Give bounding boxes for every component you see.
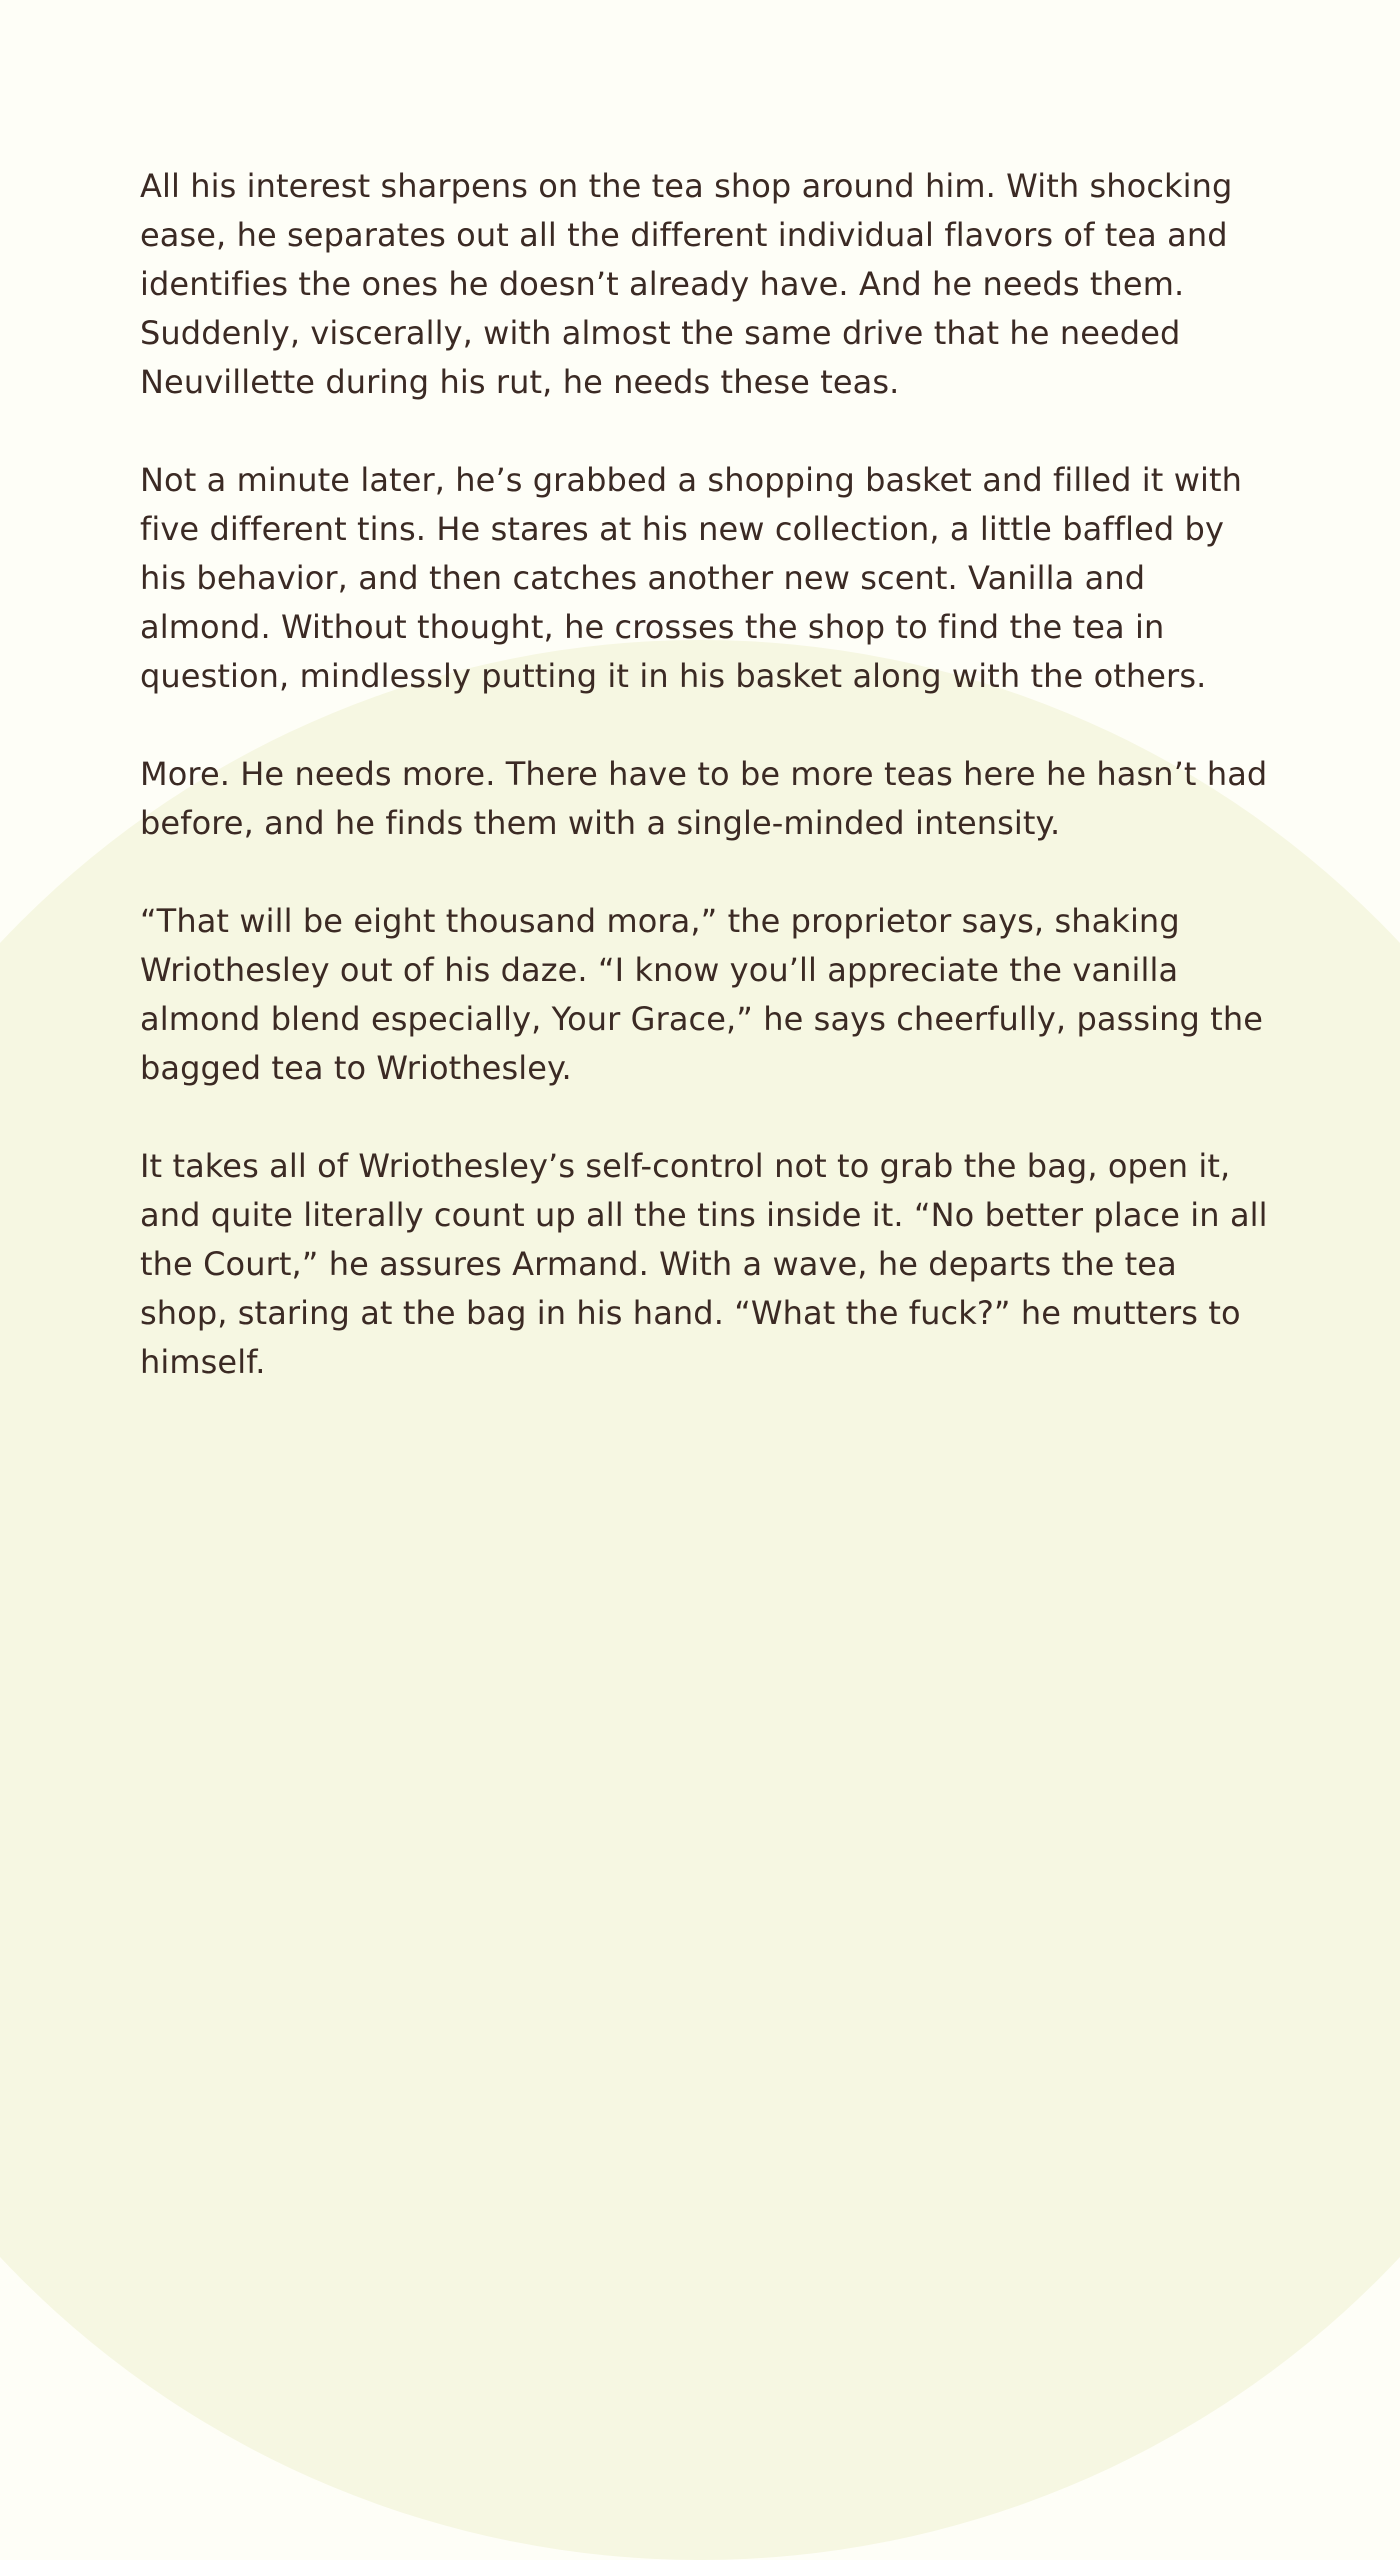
- paragraph-2: Not a minute later, he’s grabbed a shopping basket and filled it with five different tins. He stares at his new collection, a little baffled by his behavior, and then catches another new scent. Vanilla and almond. Without thought, he crosses the shop to find the tea in question, mindlessly putting it in his basket along with the others.: [140, 461, 1243, 695]
- paragraph-4: “That will be eight thousand mora,” the proprietor says, shaking Wriothesley out of his daze. “I know you’ll appreciate the vanilla almond blend especially, Your Grace,” he says cheerfully, passing the bagged tea to Wriothesley.: [140, 902, 1263, 1087]
- paragraph-1: All his interest sharpens on the tea shop around him. With shocking ease, he separates out all the different individual flavors of tea and identifies the ones he doesn’t already have. And he needs them. Suddenly, viscerally, with almost the same drive that he needed Neuvillette during his rut, he needs these teas.: [140, 167, 1233, 401]
- story-text: [140, 162, 1270, 1436]
- paragraph-5: It takes all of Wriothesley’s self-control not to grab the bag, open it, and quite literally count up all the tins inside it. “No better place in all the Court,” he assures Armand. With a wave, he departs the tea shop, staring at the bag in his hand. “What the fuck?” he mutters to himself.: [140, 1147, 1268, 1381]
- paragraph-3: More. He needs more. There have to be more teas here he hasn’t had before, and he finds them with a single-minded intensity.: [140, 755, 1268, 842]
